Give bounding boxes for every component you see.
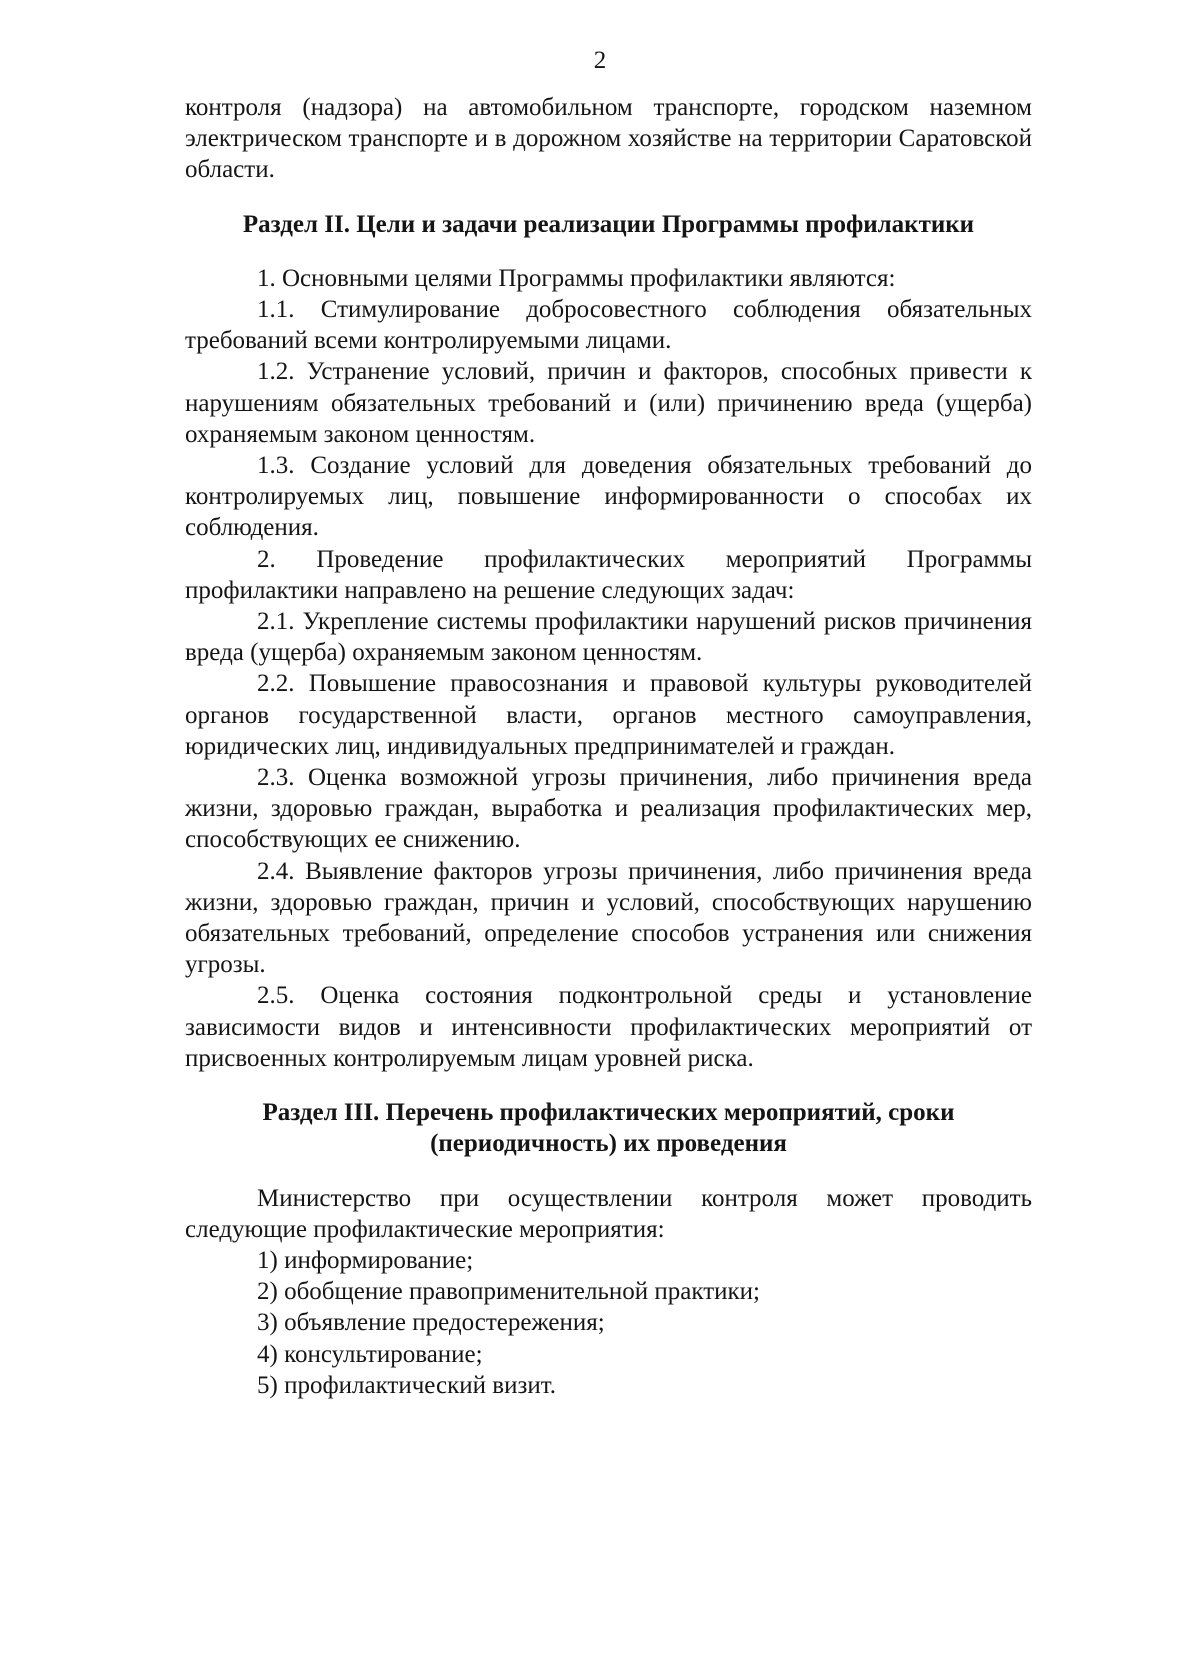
section-2-title: Раздел II. Цели и задачи реализации Программы профилактики — [242, 210, 975, 238]
document-body — [185, 92, 1032, 1401]
list-item: 4) консультирование; — [257, 1340, 483, 1368]
page-number: 2 — [593, 47, 607, 74]
paragraph-2-4: 2.4. Выявление факторов угрозы причинения, либо причинения вреда жизни, здоровью граждан, причин и условий, способствующих нарушению обязательных требований, определение способов устранения или снижения угрозы. — [185, 857, 1032, 979]
paragraph-1-1: 1.1. Стимулирование добросовестного соблюдения обязательных требований всеми контролируемыми лицами. — [185, 296, 1032, 355]
paragraph-1-2: 1.2. Устранение условий, причин и факторов, способных привести к нарушениям обязательных требований и (или) причинению вреда (ущерба) охраняемым законом ценностям. — [185, 358, 1032, 448]
paragraph-2-1: 2.1. Укрепление системы профилактики нарушений рисков причинения вреда (ущерба) охраняемым законом ценностям. — [185, 608, 1032, 667]
measures-list — [185, 1245, 1032, 1401]
section-3-title-line-2: (периодичность) их проведения — [430, 1130, 787, 1158]
paragraph-1-3: 1.3. Создание условий для доведения обязательных требований до контролируемых лиц, повышение информированности о способах их соблюдения. — [185, 452, 1032, 542]
list-item: 1) информирование; — [257, 1246, 474, 1274]
section-3-title-line-1: Раздел III. Перечень профилактических мероприятий, сроки — [262, 1099, 955, 1127]
intro-paragraph: контроля (надзора) на автомобильном транспорте, городском наземном электрическом транспорте и в дорожном хозяйстве на территории Саратовской области. — [185, 94, 1032, 184]
paragraph-1: 1. Основными целями Программы профилактики являются: — [257, 264, 896, 292]
paragraph-2-5: 2.5. Оценка состояния подконтрольной среды и установление зависимости видов и интенсивности профилактических мероприятий от присвоенных контролируемым лицам уровней риска. — [185, 982, 1032, 1072]
list-item: 3) объявление предостережения; — [257, 1309, 605, 1337]
paragraph-2: 2. Проведение профилактических мероприятий Программы профилактики направлено на решение следующих задач: — [185, 545, 1032, 604]
list-item: 2) обобщение правоприменительной практики; — [257, 1278, 760, 1306]
paragraph-2-2: 2.2. Повышение правосознания и правовой культуры руководителей органов государственной власти, органов местного самоуправления, юридических лиц, индивидуальных предпринимателей и граждан. — [185, 670, 1032, 760]
section-3-intro: Министерство при осуществлении контроля может проводить следующие профилактические мероприятия: — [185, 1184, 1032, 1243]
paragraph-2-3: 2.3. Оценка возможной угрозы причинения, либо причинения вреда жизни, здоровью граждан, выработка и реализация профилактических мер, способствующих ее снижению. — [185, 764, 1032, 854]
list-item: 5) профилактический визит. — [257, 1371, 556, 1399]
